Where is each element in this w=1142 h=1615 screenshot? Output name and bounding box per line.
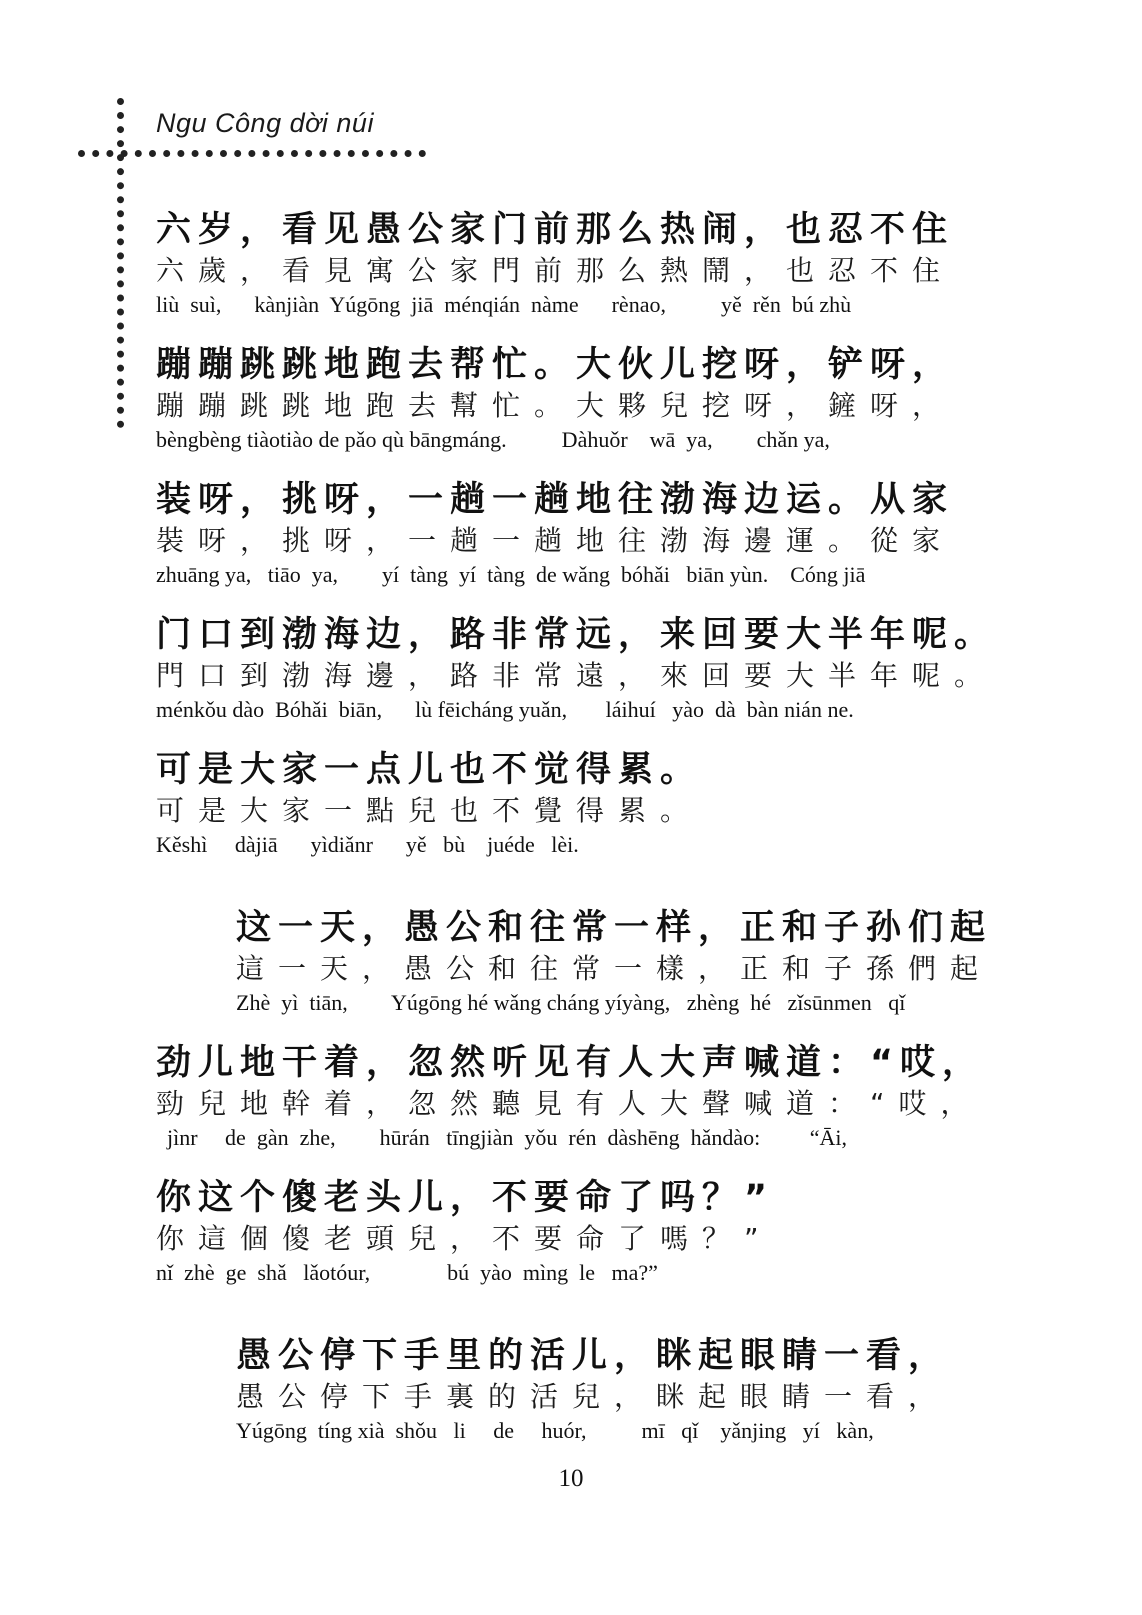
- simplified-line: 愚公停下手里的活儿，眯起眼睛一看，: [236, 1336, 951, 1376]
- traditional-line: 門口到渤海邊，路非常遠，來回要大半年呢。: [156, 659, 997, 692]
- simplified-line: 劲儿地干着，忽然听见有人大声喊道：“哎，: [156, 1043, 985, 1083]
- text-block-4: [156, 613, 1036, 725]
- simplified-line: 门口到渤海边，路非常远，来回要大半年呢。: [156, 615, 997, 655]
- simplified-line: 这一天，愚公和往常一样，正和子孙们起: [236, 908, 993, 948]
- text-block-7: [156, 1041, 1036, 1153]
- header-dotted-horizontal-rule: [78, 150, 426, 157]
- running-header-title: Ngu Công dời núi: [156, 108, 374, 138]
- simplified-line: 蹦蹦跳跳地跑去帮忙。大伙儿挖呀，铲呀，: [156, 345, 955, 385]
- traditional-line: 這一天，愚公和往常一樣，正和子孫們起: [236, 952, 993, 985]
- text-block-5: [156, 748, 1036, 860]
- page-number: 10: [558, 1465, 584, 1492]
- header-dotted-vertical-rule: [117, 98, 124, 428]
- traditional-line: 你這個傻老頭兒，不要命了嗎？”: [156, 1222, 773, 1255]
- traditional-line: 可是大家一點兒也不覺得累。: [156, 794, 703, 827]
- pinyin-line: liù suì, kànjiàn Yúgōng jiā ménqián nàme rènao, yě rěn bú zhù: [156, 292, 852, 317]
- pinyin-line: Kěshì dàjiā yìdiǎnr yě bù juéde lèi.: [156, 832, 579, 857]
- traditional-line: 愚公停下手裏的活兒，眯起眼睛一看，: [236, 1380, 951, 1413]
- simplified-line: 六岁，看见愚公家门前那么热闹，也忍不住: [156, 210, 955, 250]
- pinyin-line: ménkǒu dào Bóhǎi biān, lù fēicháng yuǎn, láihuí yào dà bàn nián ne.: [156, 697, 854, 722]
- text-block-2: [156, 343, 1036, 455]
- simplified-line: 可是大家一点儿也不觉得累。: [156, 750, 703, 790]
- text-block-6: [236, 906, 1036, 1018]
- text-block-9: [236, 1334, 1036, 1446]
- pinyin-line: jìnr de gàn zhe, hūrán tīngjiàn yǒu rén dàshēng hǎndào: “Āi,: [156, 1125, 848, 1150]
- text-block-8: [156, 1176, 1036, 1288]
- text-block-1: [156, 208, 1036, 320]
- pinyin-line: Yúgōng tíng xià shǒu li de huór, mī qǐ yǎnjing yí kàn,: [236, 1418, 874, 1443]
- simplified-line: 你这个傻老头儿，不要命了吗？”: [156, 1178, 775, 1218]
- traditional-line: 裝呀，挑呀，一趟一趟地往渤海邊運。從家: [156, 524, 955, 557]
- traditional-line: 勁兒地幹着，忽然聽見有人大聲喊道：“哎，: [156, 1087, 983, 1120]
- traditional-line: 蹦蹦跳跳地跑去幫忙。大夥兒挖呀，鏟呀，: [156, 389, 955, 422]
- traditional-line: 六歲，看見寓公家門前那么熱鬧，也忍不住: [156, 254, 955, 287]
- pinyin-line: bèngbèng tiàotiào de pǎo qù bāngmáng. Dàhuǒr wā ya, chǎn ya,: [156, 427, 830, 452]
- pinyin-line: zhuāng ya, tiāo ya, yí tàng yí tàng de wǎng bóhǎi biān yùn. Cóng jiā: [156, 562, 866, 587]
- pinyin-line: Zhè yì tiān, Yúgōng hé wǎng cháng yíyàng, zhèng hé zǐsūnmen qǐ: [236, 990, 906, 1015]
- text-block-3: [156, 478, 1036, 590]
- pinyin-line: nǐ zhè ge shǎ lǎotóur, bú yào mìng le ma?”: [156, 1260, 658, 1285]
- simplified-line: 装呀，挑呀，一趟一趟地往渤海边运。从家: [156, 480, 955, 520]
